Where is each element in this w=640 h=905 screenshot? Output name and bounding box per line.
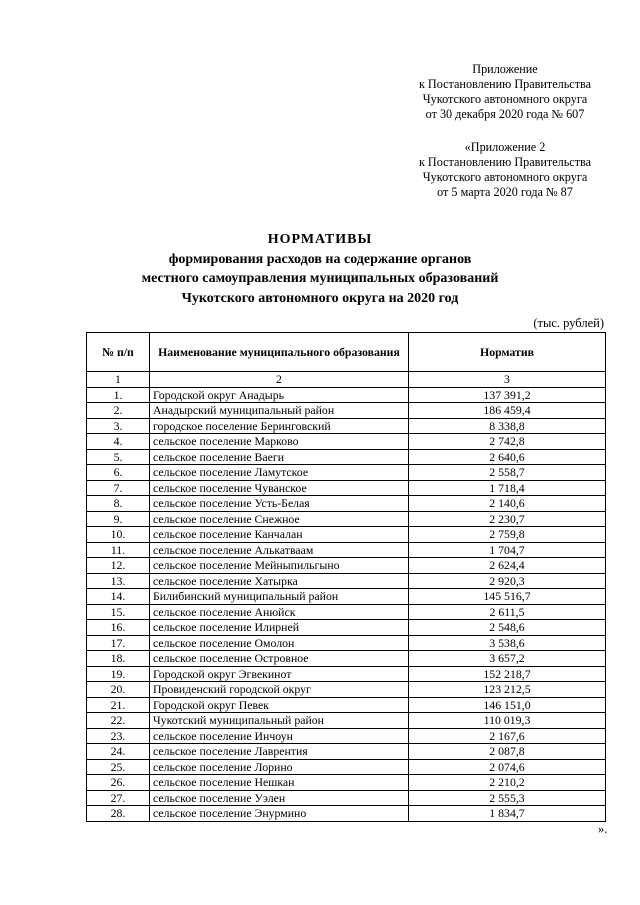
table-row <box>87 403 606 419</box>
row-name-cell: сельское поселение Мейныпильгыно <box>150 558 409 574</box>
row-value-cell: 123 212,5 <box>409 682 606 698</box>
row-number-cell: 12. <box>87 558 150 574</box>
title-line: местного самоуправления муниципальных образований <box>141 271 499 287</box>
row-number-cell: 20. <box>87 682 150 698</box>
row-number-cell: 22. <box>87 713 150 729</box>
title-line: формирования расходов на содержание органов <box>168 251 472 267</box>
row-value-cell: 2 548,6 <box>409 620 606 636</box>
row-value-cell: 2 210,2 <box>409 775 606 791</box>
row-name-cell: сельское поселение Энурмино <box>150 806 409 822</box>
row-name-cell: сельское поселение Ламутское <box>150 465 409 481</box>
row-value-cell: 3 657,2 <box>409 651 606 667</box>
row-name-cell: сельское поселение Омолон <box>150 635 409 651</box>
row-name-cell: сельское поселение Алькатваам <box>150 542 409 558</box>
row-number-cell: 14. <box>87 589 150 605</box>
row-number-cell: 15. <box>87 604 150 620</box>
row-value-cell: 2 759,8 <box>409 527 606 543</box>
table-row <box>87 573 606 589</box>
appendix-2-line: Чукотского автономного округа <box>422 170 588 184</box>
row-number-cell: 19. <box>87 666 150 682</box>
row-name-cell: сельское поселение Чуванское <box>150 480 409 496</box>
row-name-cell: сельское поселение Илирней <box>150 620 409 636</box>
row-value-cell: 2 611,5 <box>409 604 606 620</box>
row-value-cell: 2 920,3 <box>409 573 606 589</box>
table-row <box>87 806 606 822</box>
row-name-cell: сельское поселение Хатырка <box>150 573 409 589</box>
table-row <box>87 620 606 636</box>
table-row <box>87 434 606 450</box>
table-row <box>87 589 606 605</box>
row-value-cell: 2 558,7 <box>409 465 606 481</box>
table-row <box>87 418 606 434</box>
row-number-cell: 4. <box>87 434 150 450</box>
row-name-cell: Городской округ Эгвекинот <box>150 666 409 682</box>
table-row <box>87 604 606 620</box>
row-number-cell: 24. <box>87 744 150 760</box>
row-number-cell: 5. <box>87 449 150 465</box>
index-cell: 2 <box>150 372 409 388</box>
index-cell: 1 <box>87 372 150 388</box>
table-row <box>87 651 606 667</box>
row-name-cell: Чукотский муниципальный район <box>150 713 409 729</box>
table-row <box>87 635 606 651</box>
row-name-cell: Городской округ Анадырь <box>150 387 409 403</box>
table-row <box>87 511 606 527</box>
row-number-cell: 27. <box>87 790 150 806</box>
table-row <box>87 480 606 496</box>
table-row <box>87 728 606 744</box>
appendix-1-line: от 30 декабря 2020 года № 607 <box>425 107 585 121</box>
row-value-cell: 1 834,7 <box>409 806 606 822</box>
table-row <box>87 542 606 558</box>
appendix-1-header <box>370 62 640 122</box>
row-value-cell: 2 087,8 <box>409 744 606 760</box>
table-row <box>87 527 606 543</box>
row-name-cell: сельское поселение Лорино <box>150 759 409 775</box>
row-value-cell: 1 704,7 <box>409 542 606 558</box>
row-number-cell: 25. <box>87 759 150 775</box>
row-number-cell: 18. <box>87 651 150 667</box>
row-name-cell: сельское поселение Лаврентия <box>150 744 409 760</box>
row-value-cell: 2 624,4 <box>409 558 606 574</box>
table-row <box>87 790 606 806</box>
row-number-cell: 17. <box>87 635 150 651</box>
appendix-2-header <box>370 140 640 200</box>
row-number-cell: 11. <box>87 542 150 558</box>
row-number-cell: 28. <box>87 806 150 822</box>
appendix-2-line: к Постановлению Правительства <box>418 155 592 169</box>
row-number-cell: 3. <box>87 418 150 434</box>
row-number-cell: 26. <box>87 775 150 791</box>
row-number-cell: 9. <box>87 511 150 527</box>
table-row <box>87 449 606 465</box>
row-name-cell: сельское поселение Усть-Белая <box>150 496 409 512</box>
row-name-cell: сельское поселение Инчоун <box>150 728 409 744</box>
row-value-cell: 2 742,8 <box>409 434 606 450</box>
row-value-cell: 3 538,6 <box>409 635 606 651</box>
row-number-cell: 2. <box>87 403 150 419</box>
row-name-cell: городское поселение Беринговский <box>150 418 409 434</box>
table-row <box>87 697 606 713</box>
row-number-cell: 13. <box>87 573 150 589</box>
row-name-cell: Билибинский муниципальный район <box>150 589 409 605</box>
table-row <box>87 759 606 775</box>
table-row <box>87 496 606 512</box>
row-value-cell: 145 516,7 <box>409 589 606 605</box>
units-label: (тыс. рублей) <box>533 316 604 330</box>
row-value-cell: 110 019,3 <box>409 713 606 729</box>
index-cell: 3 <box>409 372 606 388</box>
row-name-cell: сельское поселение Островное <box>150 651 409 667</box>
row-name-cell: Провиденский городской округ <box>150 682 409 698</box>
norms-table <box>86 332 606 822</box>
row-name-cell: сельское поселение Уэлен <box>150 790 409 806</box>
table-row <box>87 744 606 760</box>
appendix-1-line: к Постановлению Правительства <box>418 77 592 91</box>
end-quote-mark: ». <box>598 822 608 836</box>
table-index-row <box>87 372 606 388</box>
header-value: Норматив <box>409 333 606 372</box>
row-value-cell: 146 151,0 <box>409 697 606 713</box>
table-row <box>87 465 606 481</box>
appendix-2-line: от 5 марта 2020 года № 87 <box>437 185 573 199</box>
row-value-cell: 2 640,6 <box>409 449 606 465</box>
row-name-cell: сельское поселение Марково <box>150 434 409 450</box>
appendix-1-line: Приложение <box>472 62 538 76</box>
table-row <box>87 713 606 729</box>
row-number-cell: 7. <box>87 480 150 496</box>
row-value-cell: 137 391,2 <box>409 387 606 403</box>
row-name-cell: сельское поселение Канчалан <box>150 527 409 543</box>
row-number-cell: 6. <box>87 465 150 481</box>
document-title <box>0 230 640 308</box>
row-name-cell: сельское поселение Нешкан <box>150 775 409 791</box>
table-row <box>87 682 606 698</box>
row-name-cell: Анадырский муниципальный район <box>150 403 409 419</box>
row-name-cell: сельское поселение Анюйск <box>150 604 409 620</box>
row-value-cell: 8 338,8 <box>409 418 606 434</box>
table-row <box>87 558 606 574</box>
row-number-cell: 8. <box>87 496 150 512</box>
row-value-cell: 1 718,4 <box>409 480 606 496</box>
table-row <box>87 666 606 682</box>
row-value-cell: 2 555,3 <box>409 790 606 806</box>
row-number-cell: 10. <box>87 527 150 543</box>
title-main: НОРМАТИВЫ <box>267 232 373 247</box>
title-line: Чукотского автономного округа на 2020 год <box>181 290 459 306</box>
table-row <box>87 387 606 403</box>
row-value-cell: 2 167,6 <box>409 728 606 744</box>
row-number-cell: 1. <box>87 387 150 403</box>
row-value-cell: 2 074,6 <box>409 759 606 775</box>
row-name-cell: Городской округ Певек <box>150 697 409 713</box>
row-value-cell: 2 230,7 <box>409 511 606 527</box>
row-number-cell: 21. <box>87 697 150 713</box>
row-name-cell: сельское поселение Ваеги <box>150 449 409 465</box>
appendix-2-line: «Приложение 2 <box>464 140 546 154</box>
row-value-cell: 2 140,6 <box>409 496 606 512</box>
header-number: № п/п <box>87 333 150 372</box>
row-number-cell: 23. <box>87 728 150 744</box>
row-number-cell: 16. <box>87 620 150 636</box>
row-name-cell: сельское поселение Снежное <box>150 511 409 527</box>
table-header-row <box>87 333 606 372</box>
header-name: Наименование муниципального образования <box>150 333 409 372</box>
row-value-cell: 152 218,7 <box>409 666 606 682</box>
table-row <box>87 775 606 791</box>
appendix-1-line: Чукотского автономного округа <box>422 92 588 106</box>
row-value-cell: 186 459,4 <box>409 403 606 419</box>
